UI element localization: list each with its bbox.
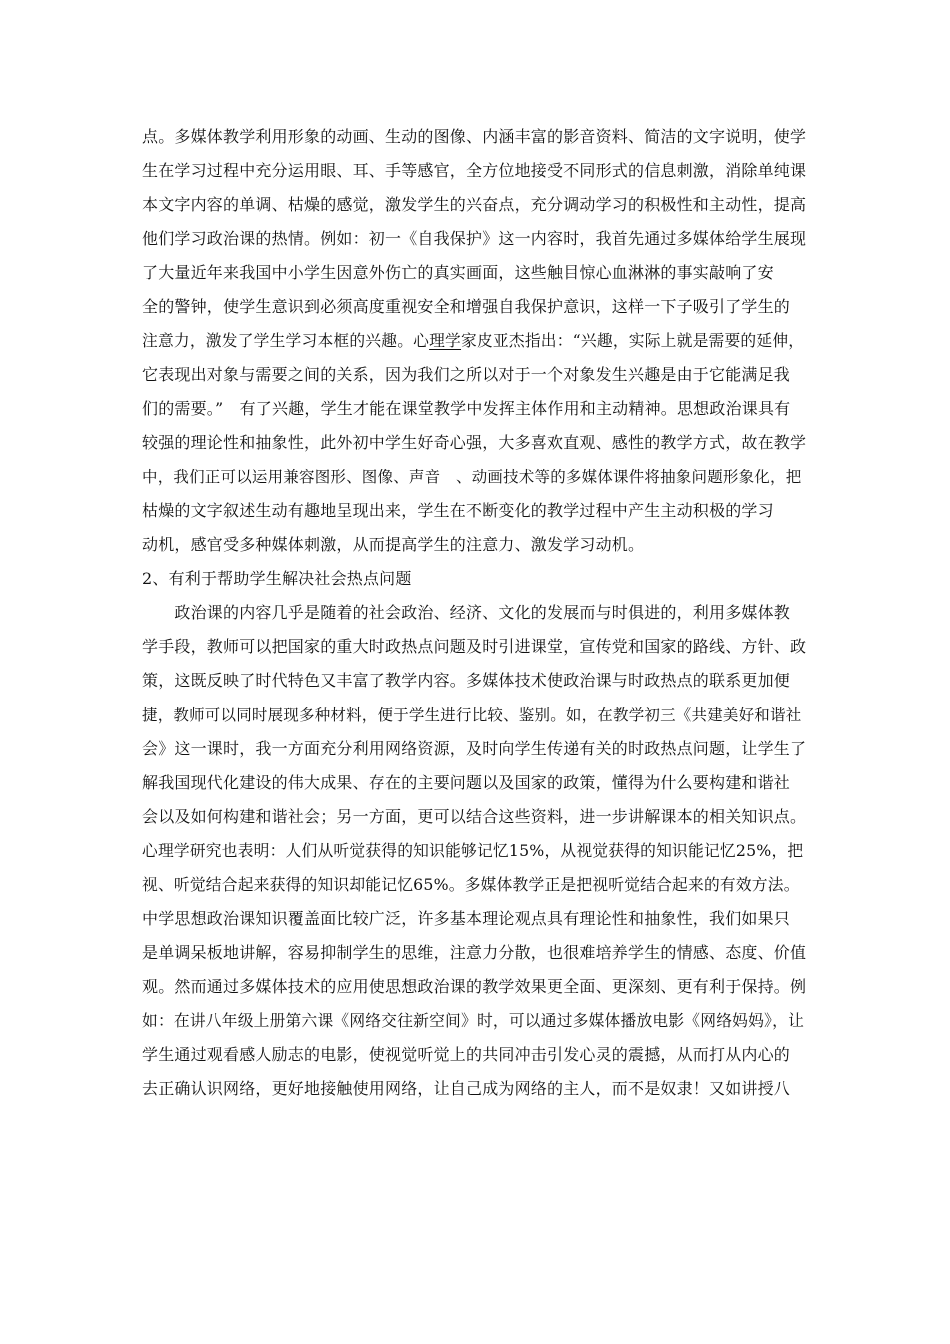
text-line: 如：在讲八年级上册第六课《网络交往新空间》时，可以通过多媒体播放电影《网络妈妈》，让: [142, 1011, 805, 1030]
text-line: 去正确认识网络，更好地接触使用网络，让自己成为网络的主人，而不是奴隶！又如讲授八: [142, 1079, 791, 1098]
text-line: 全的警钟，使学生意识到必须高度重视安全和增强自我保护意识，这样一下子吸引了学生的: [142, 297, 791, 316]
text-line: 解我国现代化建设的伟大成果、存在的主要问题以及国家的政策，懂得为什么要构建和谐社: [142, 773, 791, 792]
text-line: 会以及如何构建和谐社会；另一方面，更可以结合这些资料，进一步讲解课本的相关知识点。: [142, 807, 807, 826]
text-line: 观。然而通过多媒体技术的应用使思想政治课的教学效果更全面、更深刻、更有利于保持。例: [142, 977, 807, 996]
text-line: 学手段，教师可以把国家的重大时政热点问题及时引进课堂，宣传党和国家的路线、方针、政: [142, 637, 807, 656]
text-segment: 家皮亚杰指出：“兴趣，实际上就是需要的延伸，: [461, 331, 805, 350]
text-line: 们的需要。” 有了兴趣，学生才能在课堂教学中发挥主体作用和主动精神。思想政治课具有: [142, 399, 791, 418]
section-heading: 2、有利于帮助学生解决社会热点问题: [142, 569, 412, 588]
text-line: 本文字内容的单调、枯燥的感觉，激发学生的兴奋点，充分调动学习的积极性和主动性，提高: [142, 195, 807, 214]
text-line: 动机，感官受多种媒体刺激，从而提高学生的注意力、激发学习动机。: [142, 535, 645, 554]
text-line: 枯燥的文字叙述生动有趣地呈现出来，学生在不断变化的教学过程中产生主动积极的学习: [142, 501, 774, 520]
text-line: 捷，教师可以同时展现多种材料，便于学生进行比较、鉴别。如，在教学初三《共建美好和谐社: [142, 706, 802, 724]
text-line: 会》这一课时，我一方面充分利用网络资源，及时向学生传递有关的时政热点问题，让学生了: [142, 739, 807, 758]
text-line: 是单调呆板地讲解，容易抑制学生的思维，注意力分散，也很难培养学生的情感、态度、价值: [142, 943, 807, 962]
text-line: 政治课的内容几乎是随着的社会政治、经济、文化的发展而与时俱进的，利用多媒体教: [142, 603, 791, 622]
text-line: 他们学习政治课的热情。例如：初一《自我保护》这一内容时，我首先通过多媒体给学生展现: [142, 229, 807, 248]
text-line: 生在学习过程中充分运用眼、耳、手等感官，全方位地接受不同形式的信息刺激，消除单纯课: [142, 161, 807, 180]
text-line: 它表现出对象与需要之间的关系，因为我们之所以对于一个对象发生兴趣是由于它能满足我: [142, 365, 791, 384]
text-line: 中学思想政治课知识覆盖面比较广泛，许多基本理论观点具有理论性和抽象性，我们如果只: [142, 909, 791, 928]
text-segment: 注意力，激发了学生学习本框的兴趣。心: [142, 331, 430, 350]
text-line: 了大量近年来我国中小学生因意外伤亡的真实画面，这些触目惊心血淋淋的事实敲响了安: [142, 263, 774, 282]
text-line: 策，这既反映了时代特色又丰富了教学内容。多媒体技术使政治课与时政热点的联系更加便: [142, 671, 791, 690]
text-line: 视、听觉结合起来获得的知识却能记忆65%。多媒体教学正是把视听觉结合起来的有效方法。: [142, 875, 800, 894]
text-line: 点。多媒体教学利用形象的动画、生动的图像、内涵丰富的影音资料、简洁的文字说明，使学: [142, 127, 807, 146]
underlined-text: 理学: [429, 331, 462, 350]
text-line: 中，我们正可以运用兼容图形、图像、声音 、动画技术等的多媒体课件将抽象问题形象化，把: [142, 468, 802, 486]
text-line: [142, 324, 804, 358]
text-line: 学生通过观看感人励志的电影，使视觉听觉上的共同冲击引发心灵的震撼，从而打从内心的: [142, 1045, 791, 1064]
text-line: 心理学研究也表明：人们从听觉获得的知识能够记忆15%，从视觉获得的知识能记忆25%，把: [142, 841, 804, 860]
text-line: 较强的理论性和抽象性，此外初中学生好奇心强，大多喜欢直观、感性的教学方式，故在教学: [142, 433, 807, 452]
